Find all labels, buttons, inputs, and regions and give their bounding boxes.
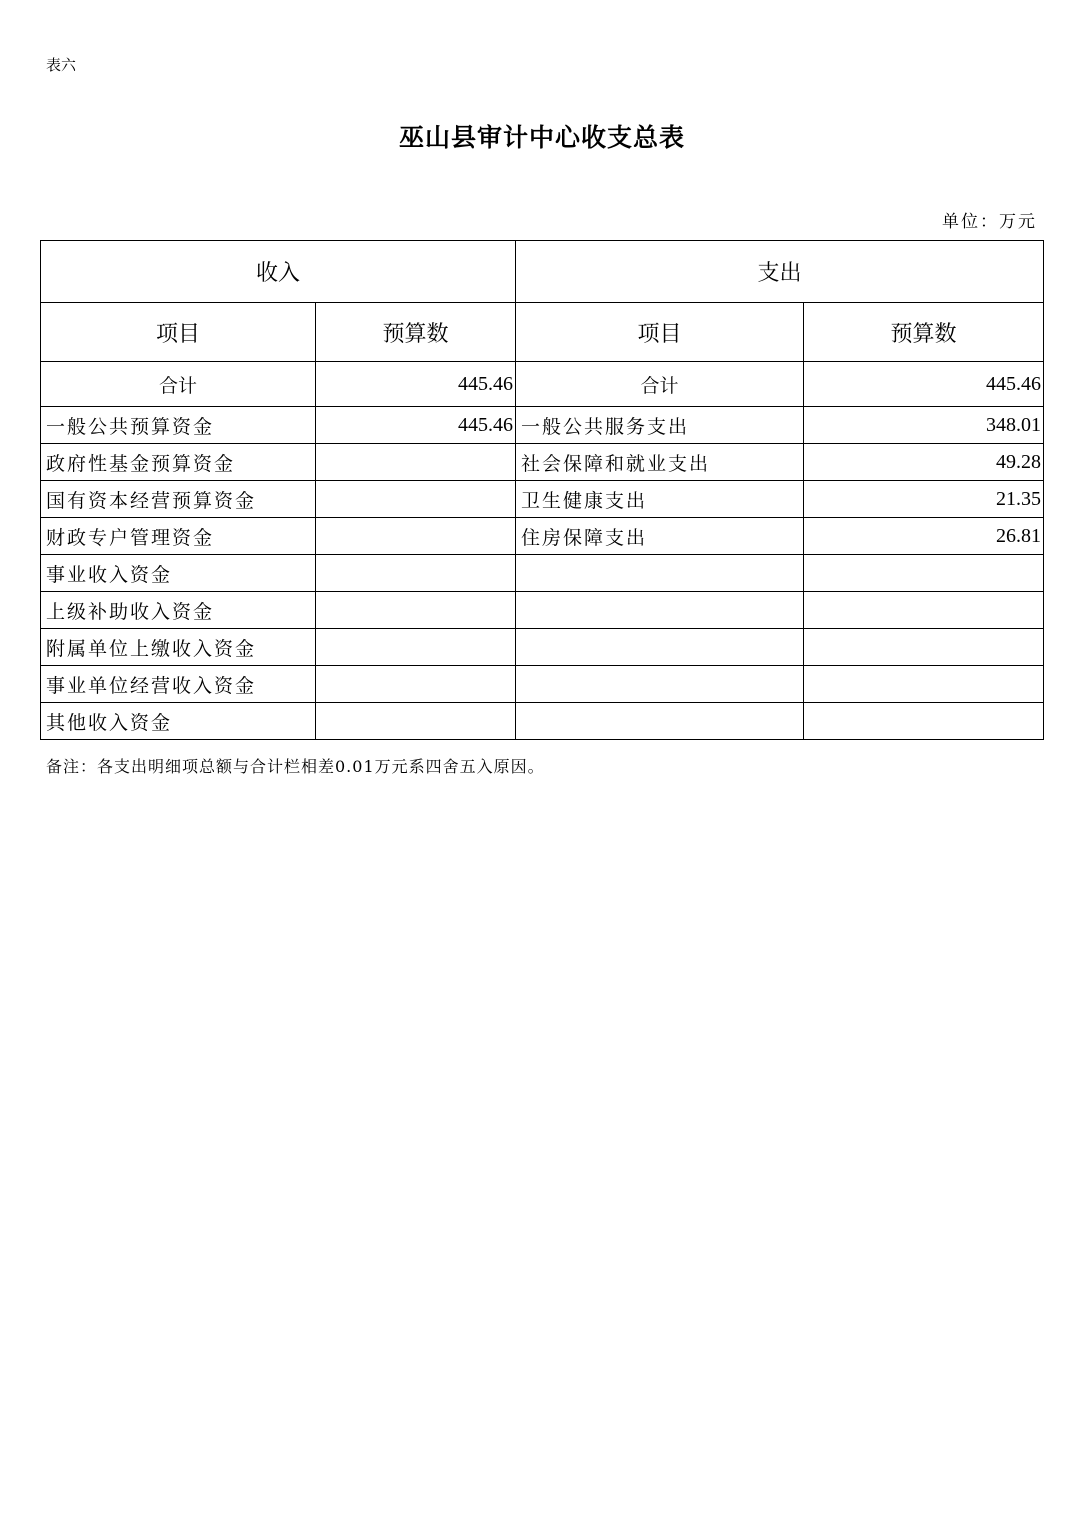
income-item: 政府性基金预算资金 — [41, 444, 316, 481]
expense-header: 支出 — [516, 241, 1044, 303]
budget-table — [40, 240, 1044, 740]
expense-budget-header: 预算数 — [804, 303, 1044, 362]
table-label: 表六 — [46, 56, 77, 74]
table-row — [41, 703, 1044, 740]
income-value — [316, 629, 516, 666]
income-budget-header: 预算数 — [316, 303, 516, 362]
expense-value — [804, 592, 1044, 629]
table-row — [41, 629, 1044, 666]
income-value — [316, 666, 516, 703]
expense-item-header: 项目 — [516, 303, 804, 362]
table-row — [41, 444, 1044, 481]
income-item: 财政专户管理资金 — [41, 518, 316, 555]
income-value — [316, 703, 516, 740]
income-total-value: 445.46 — [316, 362, 516, 407]
income-total-label: 合计 — [41, 362, 316, 407]
income-value — [316, 592, 516, 629]
column-header-row — [41, 303, 1044, 362]
expense-value: 21.35 — [804, 481, 1044, 518]
table-row — [41, 518, 1044, 555]
income-item: 事业单位经营收入资金 — [41, 666, 316, 703]
expense-item — [516, 703, 804, 740]
income-item: 国有资本经营预算资金 — [41, 481, 316, 518]
expense-item — [516, 629, 804, 666]
page-title: 巫山县审计中心收支总表 — [398, 123, 685, 152]
income-item: 附属单位上缴收入资金 — [41, 629, 316, 666]
expense-value: 26.81 — [804, 518, 1044, 555]
expense-value — [804, 555, 1044, 592]
income-value — [316, 555, 516, 592]
table-row — [41, 592, 1044, 629]
expense-value: 348.01 — [804, 407, 1044, 444]
income-item: 事业收入资金 — [41, 555, 316, 592]
expense-item: 卫生健康支出 — [516, 481, 804, 518]
income-item: 一般公共预算资金 — [41, 407, 316, 444]
income-header: 收入 — [41, 241, 516, 303]
expense-item: 一般公共服务支出 — [516, 407, 804, 444]
expense-total-label: 合计 — [516, 362, 804, 407]
expense-total-value: 445.46 — [804, 362, 1044, 407]
income-item-header: 项目 — [41, 303, 316, 362]
expense-value — [804, 629, 1044, 666]
expense-item: 住房保障支出 — [516, 518, 804, 555]
expense-item: 社会保障和就业支出 — [516, 444, 804, 481]
table-row — [41, 481, 1044, 518]
table-row — [41, 407, 1044, 444]
unit-label: 单位：万元 — [942, 212, 1037, 232]
income-value: 445.46 — [316, 407, 516, 444]
income-item: 上级补助收入资金 — [41, 592, 316, 629]
section-header-row — [41, 241, 1044, 303]
income-value — [316, 444, 516, 481]
table-row — [41, 555, 1044, 592]
income-value — [316, 518, 516, 555]
footnote: 备注：各支出明细项总额与合计栏相差0.01万元系四舍五入原因。 — [46, 757, 545, 776]
expense-item — [516, 592, 804, 629]
table-row — [41, 666, 1044, 703]
total-row — [41, 362, 1044, 407]
expense-value: 49.28 — [804, 444, 1044, 481]
expense-value — [804, 703, 1044, 740]
expense-value — [804, 666, 1044, 703]
income-item: 其他收入资金 — [41, 703, 316, 740]
expense-item — [516, 666, 804, 703]
income-value — [316, 481, 516, 518]
expense-item — [516, 555, 804, 592]
